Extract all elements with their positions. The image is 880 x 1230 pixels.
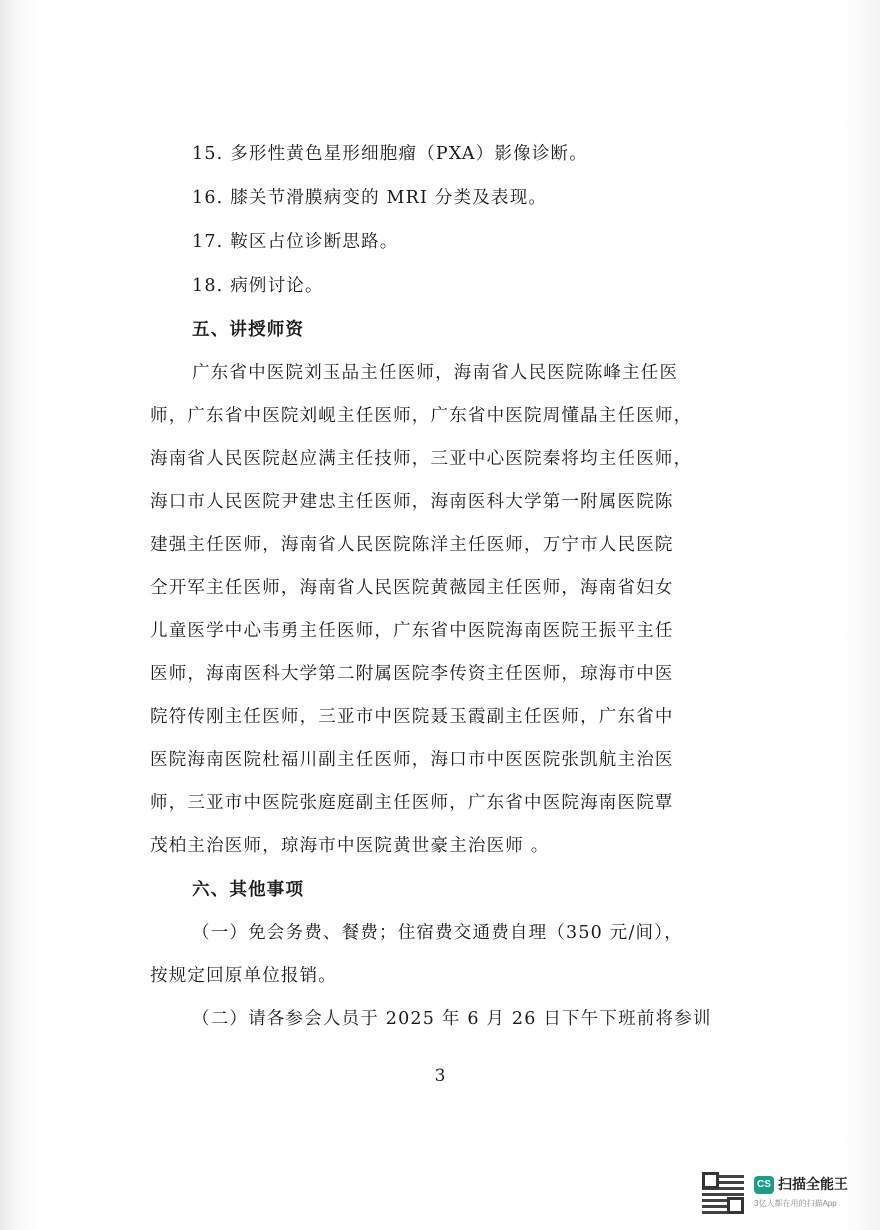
list-item: 18. 病例讨论。 (192, 276, 324, 296)
other-matters-paragraph (150, 912, 750, 1041)
paragraph-line: 按规定回原单位报销。 (150, 966, 337, 986)
scanner-watermark (702, 1168, 862, 1216)
paragraph-line: 建强主任医师，海南省人民医院陈洋主任医师，万宁市人民医院 (150, 535, 674, 555)
paragraph-line: 医师，海南医科大学第二附属医院李传资主任医师，琼海市中医 (150, 664, 674, 684)
page-number: 3 (434, 1066, 446, 1086)
paragraph-line: 海南省人民医院赵应满主任技师，三亚中心医院秦将均主任医师， (150, 449, 693, 469)
list-item: 16. 膝关节滑膜病变的 MRI 分类及表现。 (192, 188, 548, 208)
paragraph-line: （二）请各参会人员于 2025 年 6 月 26 日下午下班前将参训 (192, 1009, 712, 1029)
paragraph-line: （一）免会务费、餐费；住宿费交通费自理（350 元/间）， (192, 923, 683, 943)
watermark-subtitle: 3亿人都在用的扫描App (754, 1199, 837, 1208)
instructors-paragraph (150, 352, 750, 868)
paragraph-line: 广东省中医院刘玉品主任医师，海南省人民医院陈峰主任医 (192, 363, 679, 383)
paragraph-line: 仝开军主任医师，海南省人民医院黄薇园主任医师，海南省妇女 (150, 578, 674, 598)
list-item: 17. 鞍区占位诊断思路。 (192, 232, 399, 252)
paragraph-line: 院符传刚主任医师，三亚市中医院聂玉霞副主任医师，广东省中 (150, 707, 674, 727)
paragraph-line: 师，三亚市中医院张庭庭副主任医师，广东省中医院海南医院覃 (150, 793, 674, 813)
section-heading-instructors: 五、讲授师资 (192, 320, 305, 340)
watermark-brand: 扫描全能王 (778, 1176, 848, 1192)
camscanner-logo-icon: CS (754, 1176, 774, 1194)
section-heading-other-matters: 六、其他事项 (192, 880, 305, 900)
qr-code-icon (702, 1172, 744, 1214)
paragraph-line: 茂柏主治医师，琼海市中医院黄世豪主治医师 。 (150, 836, 550, 856)
paragraph-line: 海口市人民医院尹建忠主任医师，海南医科大学第一附属医院陈 (150, 492, 674, 512)
page-body (150, 132, 750, 1041)
paragraph-line: 医院海南医院杜福川副主任医师，海口市中医医院张凯航主治医 (150, 750, 674, 770)
paragraph-line: 儿童医学中心韦勇主任医师，广东省中医院海南医院王振平主任 (150, 621, 674, 641)
paragraph-line: 师，广东省中医院刘岘主任医师，广东省中医院周懂晶主任医师， (150, 406, 693, 426)
list-item: 15. 多形性黄色星形细胞瘤（PXA）影像诊断。 (192, 144, 588, 164)
